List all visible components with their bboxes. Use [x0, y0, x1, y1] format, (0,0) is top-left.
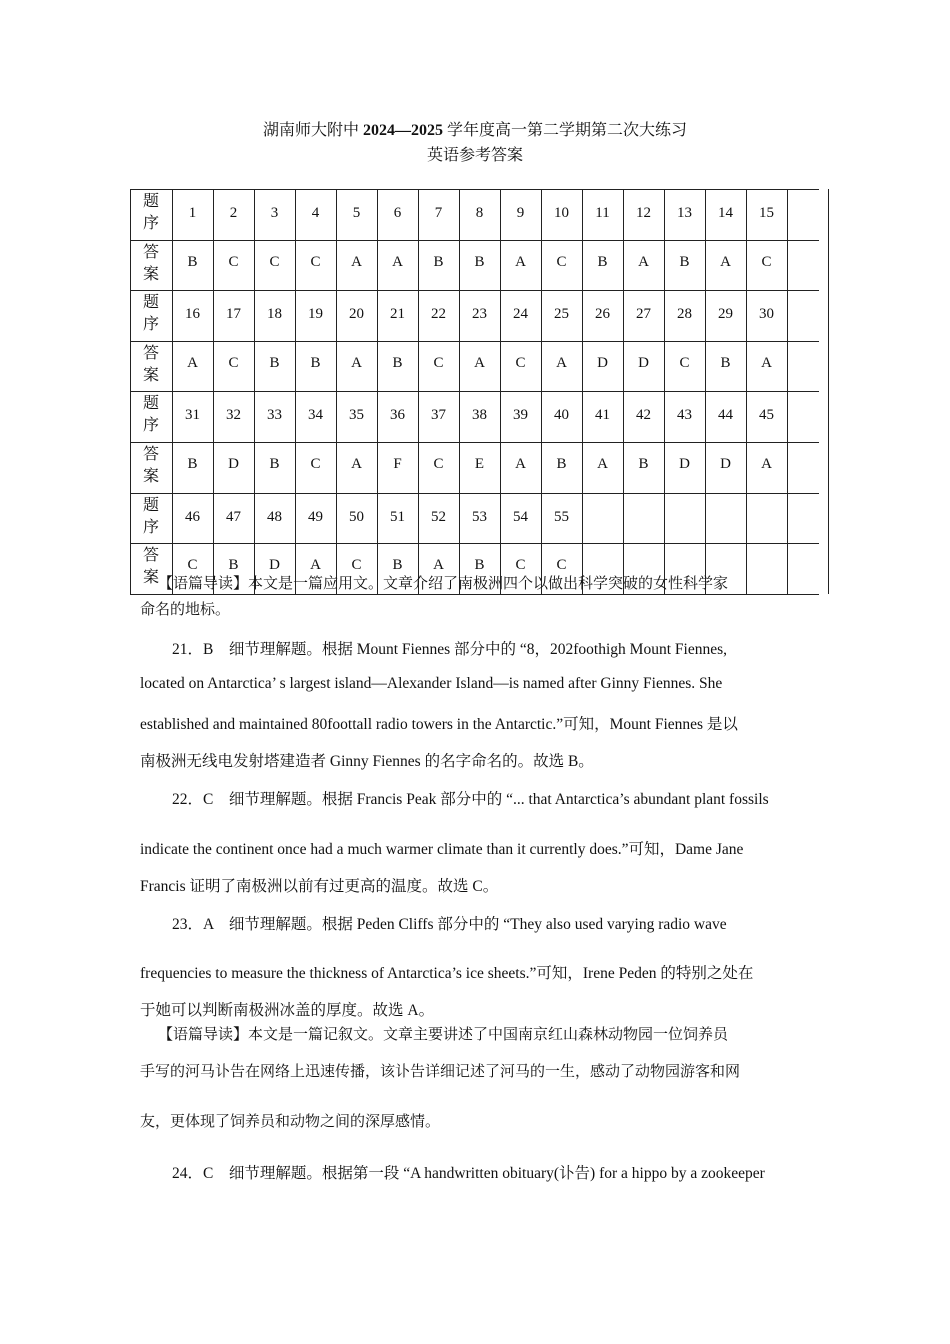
- table-vline: [746, 189, 747, 594]
- answer-cell: D: [720, 456, 731, 472]
- answer-cell: A: [515, 456, 526, 472]
- row-label-question: [130, 392, 172, 436]
- question-number-cell: 51: [390, 508, 405, 525]
- question-number-cell: 27: [636, 306, 651, 323]
- question-number-cell: 26: [595, 306, 610, 323]
- answer-cell: C: [228, 354, 239, 371]
- answer-cell: B: [474, 557, 485, 574]
- answer-cell: A: [761, 456, 772, 472]
- answer-cell: B: [228, 557, 239, 574]
- question-number-cell: 45: [759, 407, 774, 424]
- question-number-cell: 9: [516, 205, 525, 221]
- table-vline: [787, 189, 788, 594]
- question-number-cell: 41: [595, 407, 610, 424]
- answer-cell: A: [474, 354, 485, 371]
- q24-line1: 24．C 细节理解题。根据第一段 “A handwritten obituary(讣告) for a hippo by a zookeeper: [172, 1165, 765, 1182]
- answer-cell: D: [679, 456, 690, 472]
- label-char: 答: [142, 342, 159, 362]
- question-number-cell: 4: [311, 205, 320, 221]
- question-number-cell: 10: [554, 205, 569, 221]
- table-hline: [130, 493, 819, 494]
- question-number-cell: 31: [185, 407, 200, 424]
- answer-table: [130, 189, 819, 594]
- question-number-cell: 13: [677, 205, 692, 221]
- question-number-cell: 16: [185, 306, 200, 323]
- question-number-cell: 38: [472, 407, 487, 424]
- question-number-cell: 36: [390, 407, 405, 424]
- question-number-cell: 14: [718, 205, 733, 221]
- answer-cell: D: [228, 456, 239, 472]
- answer-cell: D: [638, 354, 649, 371]
- question-number-cell: 52: [431, 508, 446, 525]
- question-number-cell: 3: [270, 205, 279, 221]
- question-number-cell: 7: [434, 205, 443, 221]
- table-hline: [130, 189, 819, 190]
- answer-cell: C: [433, 456, 444, 472]
- row-label-answer: [130, 342, 172, 386]
- question-number-cell: 49: [308, 508, 323, 525]
- answer-cell: E: [474, 456, 485, 472]
- table-vline: [459, 189, 460, 594]
- question-number-cell: 12: [636, 205, 651, 221]
- passage2-intro-line3: 友，更体现了饲养员和动物之间的深厚感情。: [140, 1112, 441, 1130]
- table-hline: [130, 442, 819, 443]
- table-hline: [130, 290, 819, 291]
- q22-line3: Francis 证明了南极洲以前有过更高的温度。故选 C。: [140, 878, 499, 895]
- answer-cell: B: [474, 253, 485, 270]
- table-hline: [130, 240, 819, 241]
- label-char: 答: [142, 545, 159, 565]
- table-vline: [418, 189, 419, 594]
- answer-cell: C: [761, 253, 772, 270]
- label-char: 答: [142, 241, 159, 261]
- question-number-cell: 29: [718, 306, 733, 323]
- answer-cell: B: [597, 253, 608, 270]
- question-number-cell: 50: [349, 508, 364, 525]
- passage2-intro-line2: 手写的河马讣告在网络上迅速传播，该讣告详细记述了河马的一生，感动了动物园游客和网: [140, 1062, 741, 1080]
- label-char: 案: [142, 263, 159, 283]
- label-char: 序: [142, 516, 159, 536]
- answer-cell: F: [393, 456, 402, 472]
- answer-cell: A: [761, 354, 772, 371]
- q21-line2: located on Antarctica’ s largest island—Alexander Island—is named after Ginny Fiennes. She: [140, 675, 723, 692]
- question-number-cell: 21: [390, 306, 405, 323]
- answer-cell: C: [269, 253, 280, 270]
- answer-cell: C: [556, 253, 567, 270]
- answer-cell: C: [679, 354, 690, 371]
- label-char: 序: [142, 314, 159, 334]
- row-label-question: [130, 190, 172, 234]
- label-char: 案: [142, 567, 159, 587]
- table-vline: [582, 189, 583, 594]
- answer-cell: B: [556, 456, 567, 472]
- answer-cell: C: [351, 557, 362, 574]
- document-title: [0, 117, 950, 140]
- label-char: 案: [142, 364, 159, 384]
- question-number-cell: 24: [513, 306, 528, 323]
- answer-cell: D: [597, 354, 608, 371]
- answer-cell: C: [556, 557, 567, 574]
- title-prefix: 湖南师大附中: [262, 122, 363, 139]
- answer-cell: A: [187, 354, 198, 371]
- question-number-cell: 1: [188, 205, 197, 221]
- answer-cell: B: [269, 456, 280, 472]
- table-hline: [130, 543, 819, 544]
- row-label-question: [130, 291, 172, 335]
- question-number-cell: 5: [352, 205, 361, 221]
- answer-cell: C: [228, 253, 239, 270]
- label-char: 答: [142, 444, 159, 463]
- q22-line2: indicate the continent once had a much warmer climate than it currently does.”可知，Dame Jane: [140, 841, 744, 858]
- label-char: 案: [142, 466, 159, 485]
- label-char: 题: [142, 393, 159, 413]
- question-number-cell: 6: [393, 205, 402, 221]
- label-char: 题: [142, 494, 159, 514]
- q21-line4: 南极洲无线电发射塔建造者 Ginny Fiennes 的名字命名的。故选 B。: [140, 753, 594, 770]
- question-number-cell: 19: [308, 306, 323, 323]
- question-number-cell: 20: [349, 306, 364, 323]
- question-number-cell: 37: [431, 407, 446, 424]
- q21-line3: established and maintained 80foottall radio towers in the Antarctic.”可知，Mount Fiennes 是以: [140, 716, 738, 733]
- answer-cell: B: [187, 456, 198, 472]
- answer-cell: A: [351, 354, 362, 371]
- q21-line1: 21．B 细节理解题。根据 Mount Fiennes 部分中的 “8，202foothigh Mount Fiennes,: [172, 641, 727, 658]
- question-number-cell: 17: [226, 306, 241, 323]
- question-number-cell: 34: [308, 407, 323, 424]
- table-vline: [664, 189, 665, 594]
- answer-cell: B: [720, 354, 731, 371]
- answer-cell: C: [515, 557, 526, 574]
- answer-cell: A: [351, 253, 362, 270]
- answer-cell: A: [556, 354, 567, 371]
- answer-cell: A: [392, 253, 403, 270]
- title-years: 2024—2025: [363, 122, 443, 139]
- table-vline: [336, 189, 337, 594]
- table-vline: [828, 189, 829, 594]
- question-number-cell: 18: [267, 306, 282, 323]
- answer-cell: A: [310, 557, 321, 574]
- question-number-cell: 11: [595, 205, 610, 221]
- answer-cell: A: [720, 253, 731, 270]
- answer-cell: B: [433, 253, 444, 270]
- answer-cell: C: [433, 354, 444, 371]
- answer-cell: B: [638, 456, 649, 472]
- question-number-cell: 2: [229, 205, 238, 221]
- row-label-answer: [130, 241, 172, 285]
- q22-line1: 22．C 细节理解题。根据 Francis Peak 部分中的 “... that Antarctica’s abundant plant fossils: [172, 791, 769, 808]
- table-vline: [172, 189, 173, 594]
- question-number-cell: 33: [267, 407, 282, 424]
- answer-cell: A: [597, 456, 608, 472]
- question-number-cell: 47: [226, 508, 241, 525]
- table-vline: [377, 189, 378, 594]
- answer-cell: B: [310, 354, 321, 371]
- row-label-question: [130, 494, 172, 538]
- answer-cell: C: [187, 557, 198, 574]
- table-vline: [500, 189, 501, 594]
- question-number-cell: 35: [349, 407, 364, 424]
- question-number-cell: 30: [759, 306, 774, 323]
- answer-cell: B: [392, 354, 403, 371]
- q23-line2: frequencies to measure the thickness of Antarctica’s ice sheets.”可知，Irene Peden 的特别之处在: [140, 965, 754, 982]
- label-char: 序: [142, 415, 159, 435]
- table-vline: [254, 189, 255, 594]
- question-number-cell: 43: [677, 407, 692, 424]
- answer-cell: A: [351, 456, 362, 472]
- question-number-cell: 32: [226, 407, 241, 424]
- question-number-cell: 15: [759, 205, 774, 221]
- table-hline: [130, 594, 819, 595]
- answer-cell: D: [269, 557, 280, 574]
- label-char: 序: [142, 213, 159, 232]
- passage1-intro-line2: 命名的地标。: [140, 600, 231, 618]
- answer-cell: C: [310, 456, 321, 472]
- title-suffix: 学年度高一第二学期第二次大练习: [443, 122, 688, 139]
- document-subtitle: 英语参考答案: [426, 147, 523, 164]
- table-hline: [130, 391, 819, 392]
- answer-cell: A: [638, 253, 649, 270]
- question-number-cell: 53: [472, 508, 487, 525]
- question-number-cell: 54: [513, 508, 528, 525]
- table-vline: [541, 189, 542, 594]
- question-number-cell: 28: [677, 306, 692, 323]
- question-number-cell: 46: [185, 508, 200, 525]
- question-number-cell: 25: [554, 306, 569, 323]
- answer-cell: C: [310, 253, 321, 270]
- answer-cell: A: [515, 253, 526, 270]
- table-vline: [295, 189, 296, 594]
- question-number-cell: 8: [475, 205, 484, 221]
- answer-cell: C: [515, 354, 526, 371]
- question-number-cell: 48: [267, 508, 282, 525]
- answer-cell: B: [679, 253, 690, 270]
- question-number-cell: 23: [472, 306, 487, 323]
- q23-line3: 于她可以判断南极洲冰盖的厚度。故选 A。: [140, 1002, 435, 1019]
- table-vline: [705, 189, 706, 594]
- label-char: 题: [142, 292, 159, 312]
- answer-cell: B: [187, 253, 198, 270]
- label-char: 题: [142, 191, 159, 210]
- question-number-cell: 39: [513, 407, 528, 424]
- question-number-cell: 55: [554, 508, 569, 525]
- row-label-answer: [130, 443, 172, 487]
- passage1-intro-line1: 【语篇导读】本文是一篇应用文。文章介绍了南极洲四个以做出科学突破的女性科学家: [158, 574, 729, 592]
- table-vline: [623, 189, 624, 594]
- question-number-cell: 40: [554, 407, 569, 424]
- table-vline: [213, 189, 214, 594]
- passage2-intro-line1: 【语篇导读】本文是一篇记叙文。文章主要讲述了中国南京红山森林动物园一位饲养员: [158, 1025, 729, 1043]
- table-hline: [130, 341, 819, 342]
- question-number-cell: 22: [431, 306, 446, 323]
- answer-cell: B: [269, 354, 280, 371]
- answer-cell: B: [392, 557, 403, 574]
- question-number-cell: 42: [636, 407, 651, 424]
- question-number-cell: 44: [718, 407, 733, 424]
- answer-cell: A: [433, 557, 444, 574]
- q23-line1: 23．A 细节理解题。根据 Peden Cliffs 部分中的 “They also used varying radio wave: [172, 916, 727, 933]
